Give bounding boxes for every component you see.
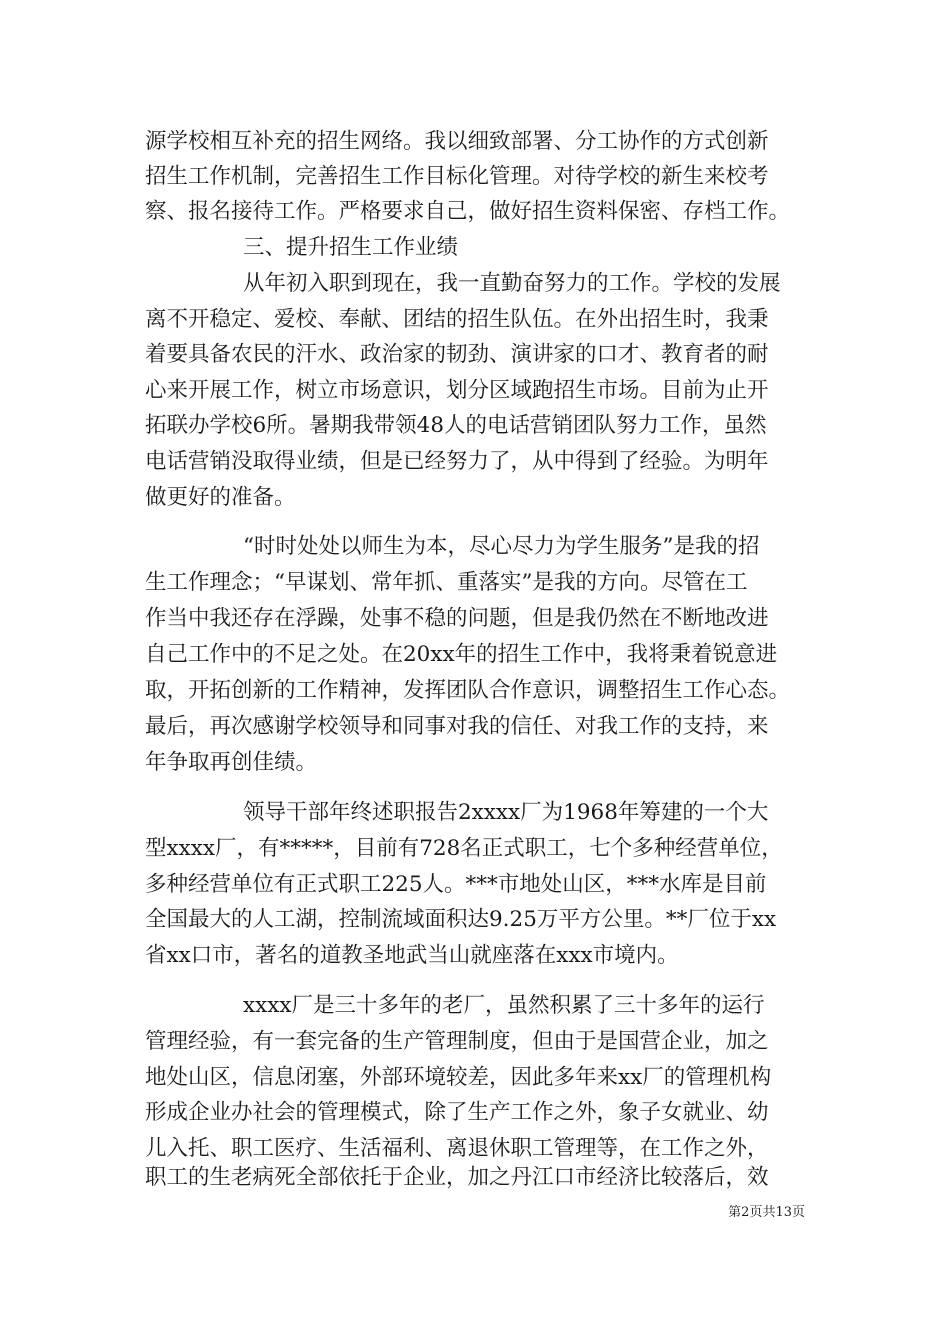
- body-line: 儿入托、职工医疗、生活福利、离退休职工管理等，在工作之外，: [145, 1136, 769, 1161]
- body-line: 作当中我还存在浮躁，处事不稳的问题，但是我仍然在不断地改进: [145, 606, 769, 631]
- body-line: 从年初入职到现在，我一直勤奋努力的工作。学校的发展: [243, 271, 781, 296]
- body-line: 型xxxx厂，有*****，目前有728名正式职工，七个多种经营单位，: [145, 836, 783, 861]
- body-line: 察、报名接待工作。严格要求自己，做好招生资料保密、存档工作。: [145, 199, 791, 224]
- body-line: 电话营销没取得业绩，但是已经努力了，从中得到了经验。为明年: [145, 449, 769, 474]
- body-line: xxxx厂是三十多年的老厂，虽然积累了三十多年的运行: [243, 993, 765, 1018]
- body-line: “时时处处以师生为本，尽心尽力为学生服务”是我的招: [243, 534, 760, 559]
- body-line: 形成企业办社会的管理模式，除了生产工作之外，象子女就业、幼: [145, 1100, 769, 1125]
- body-line: 职工的生老病死全部依托于企业，加之丹江口市经济比较落后，效: [145, 1165, 769, 1190]
- body-line: 生工作理念；“早谋划、常年抓、重落实”是我的方向。尽管在工: [145, 570, 748, 595]
- body-line: 地处山区，信息闭塞，外部环境较差，因此多年来xx厂的管理机构: [145, 1065, 772, 1090]
- body-line: 拓联办学校6所。暑期我带领48人的电话营销团队努力工作，虽然: [145, 413, 767, 438]
- body-line: 离不开稳定、爱校、奉献、团结的招生队伍。在外出招生时，我秉: [145, 307, 769, 332]
- body-line: 管理经验，有一套完备的生产管理制度，但由于是国营企业，加之: [145, 1029, 769, 1054]
- body-line: 多种经营单位有正式职工225人。***市地处山区，***水库是目前: [145, 872, 767, 897]
- body-line: 领导干部年终述职报告2xxxx厂为1968年筹建的一个大: [243, 800, 769, 825]
- body-line: 源学校相互补充的招生网络。我以细致部署、分工协作的方式创新: [145, 129, 769, 154]
- body-line: 全国最大的人工湖，控制流域面积达9.25万平方公里。**厂位于xx: [145, 907, 777, 932]
- body-line: 做更好的准备。: [145, 485, 296, 510]
- body-line: 省xx口市，著名的道教圣地武当山就座落在xxx市境内。: [145, 943, 679, 968]
- body-line: 取，开拓创新的工作精神，发挥团队合作意识，调整招生工作心态。: [145, 678, 791, 703]
- body-line: 年争取再创佳绩。: [145, 750, 318, 775]
- body-line: 自己工作中的不足之处。在20xx年的招生工作中，我将秉着锐意进: [145, 642, 778, 667]
- page-number-footer: 第2页共13页: [728, 1205, 805, 1220]
- body-line: 最后，再次感谢学校领导和同事对我的信任、对我工作的支持，来: [145, 714, 769, 739]
- body-line: 着要具备农民的汗水、政治家的韧劲、演讲家的口才、教育者的耐: [145, 342, 769, 367]
- section-heading: 三、提升招生工作业绩: [243, 235, 459, 260]
- body-line: 心来开展工作，树立市场意识，划分区域跑招生市场。目前为止开: [145, 378, 769, 403]
- body-line: 招生工作机制，完善招生工作目标化管理。对待学校的新生来校考: [145, 164, 769, 189]
